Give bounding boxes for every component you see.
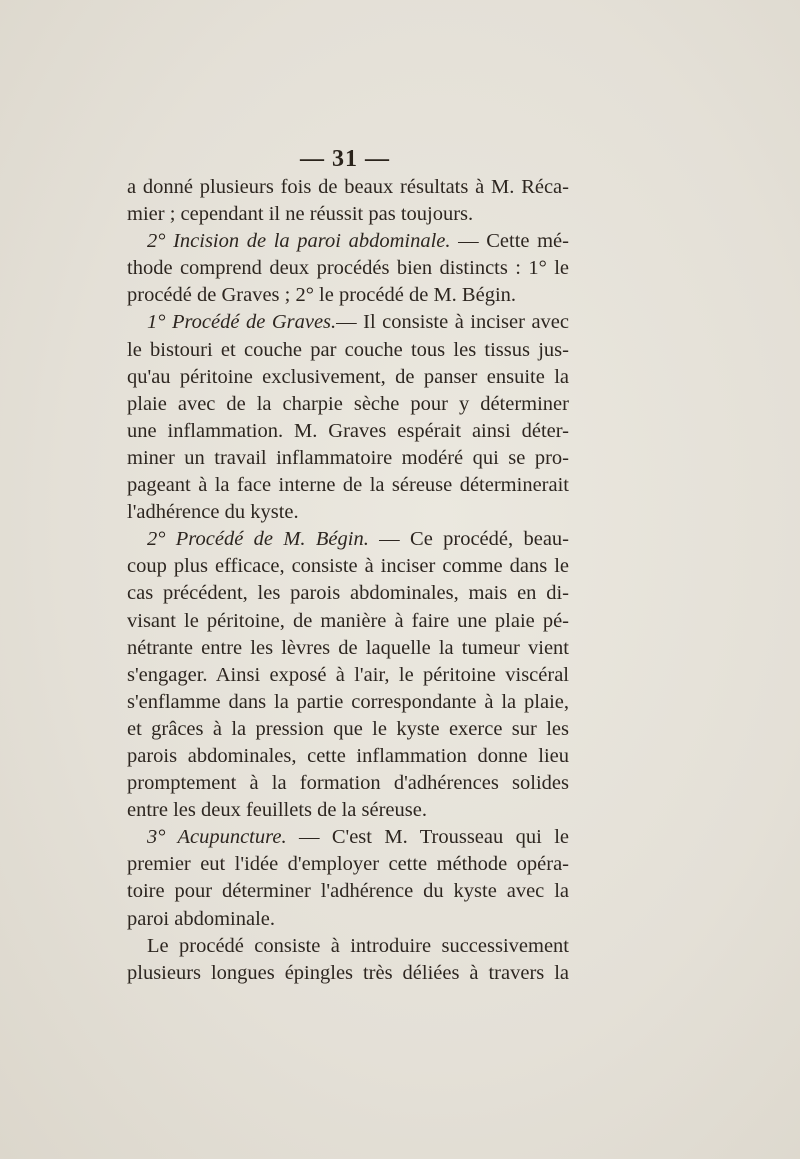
text-line: entre les deux feuillets de la séreuse. — [127, 799, 427, 822]
text-line: paroi abdominale. — [127, 907, 276, 930]
text-line: parois abdominales, cette inflammation donne lieu — [127, 744, 569, 767]
text-line: nétrante entre les lèvres de laquelle la tumeur vient — [127, 636, 569, 659]
paragraph — [127, 309, 569, 526]
text-run: — Cette mé- — [450, 230, 569, 253]
section-heading: 3° Acupuncture. — [147, 826, 287, 849]
text-line: s'engager. Ainsi exposé à l'air, le péritoine viscéral — [127, 663, 569, 686]
text-line: toire pour déterminer l'adhérence du kyste avec la — [127, 880, 569, 903]
paragraph — [127, 228, 569, 309]
text-run: — C'est M. Trousseau qui le — [286, 826, 569, 849]
text-line: miner un travail inflammatoire modéré qui se pro- — [127, 446, 569, 469]
text-line: thode comprend deux procédés bien distincts : 1° le — [127, 257, 569, 280]
text-line: pageant à la face interne de la séreuse déterminerait — [127, 474, 569, 497]
text-line — [127, 228, 569, 255]
section-heading: 2° Procédé de M. Bégin. — [147, 528, 369, 551]
text-line: Le procédé consiste à introduire successivement — [147, 934, 569, 957]
text-line: et grâces à la pression que le kyste exerce sur les — [127, 717, 569, 740]
text-line: a donné plusieurs fois de beaux résultats à M. Réca- — [127, 176, 569, 198]
paragraph — [127, 526, 569, 824]
text-line: visant le péritoine, de manière à faire une plaie pé- — [127, 609, 569, 632]
text-line — [127, 824, 569, 851]
text-line: procédé de Graves ; 2° le procédé de M. Bégin. — [127, 284, 517, 307]
text-line: plaie avec de la charpie sèche pour y déterminer — [127, 392, 569, 415]
text-line: le bistouri et couche par couche tous les tissus jus- — [127, 338, 569, 361]
body-text — [127, 174, 569, 987]
paragraph — [127, 933, 569, 987]
text-line: qu'au péritoine exclusivement, de panser ensuite la — [127, 365, 569, 388]
text-line: premier eut l'idée d'employer cette méthode opéra- — [127, 853, 569, 876]
text-run: — Ce procédé, beau- — [368, 528, 569, 551]
text-line: plusieurs longues épingles très déliées à travers la — [127, 961, 569, 984]
paragraph — [127, 824, 569, 932]
text-line: une inflammation. M. Graves espérait ainsi déter- — [127, 419, 569, 442]
text-line — [127, 309, 569, 336]
text-line: l'adhérence du kyste. — [127, 501, 299, 524]
section-heading: 1° Procédé de Graves. — [147, 311, 337, 334]
paragraph — [127, 174, 569, 228]
text-line: promptement à la formation d'adhérences solides — [127, 772, 569, 795]
text-line: coup plus efficace, consiste à inciser comme dans le — [127, 555, 569, 578]
text-line — [127, 526, 569, 553]
text-line: mier ; cependant il ne réussit pas toujours. — [127, 203, 474, 226]
text-line: s'enflamme dans la partie correspondante à la plaie, — [127, 690, 569, 713]
page-number: — 31 — — [300, 146, 390, 172]
text-run: — Il consiste à inciser avec — [336, 311, 569, 334]
text-line: cas précédent, les parois abdominales, mais en di- — [127, 582, 569, 605]
section-heading: 2° Incision de la paroi abdominale. — [147, 230, 451, 253]
